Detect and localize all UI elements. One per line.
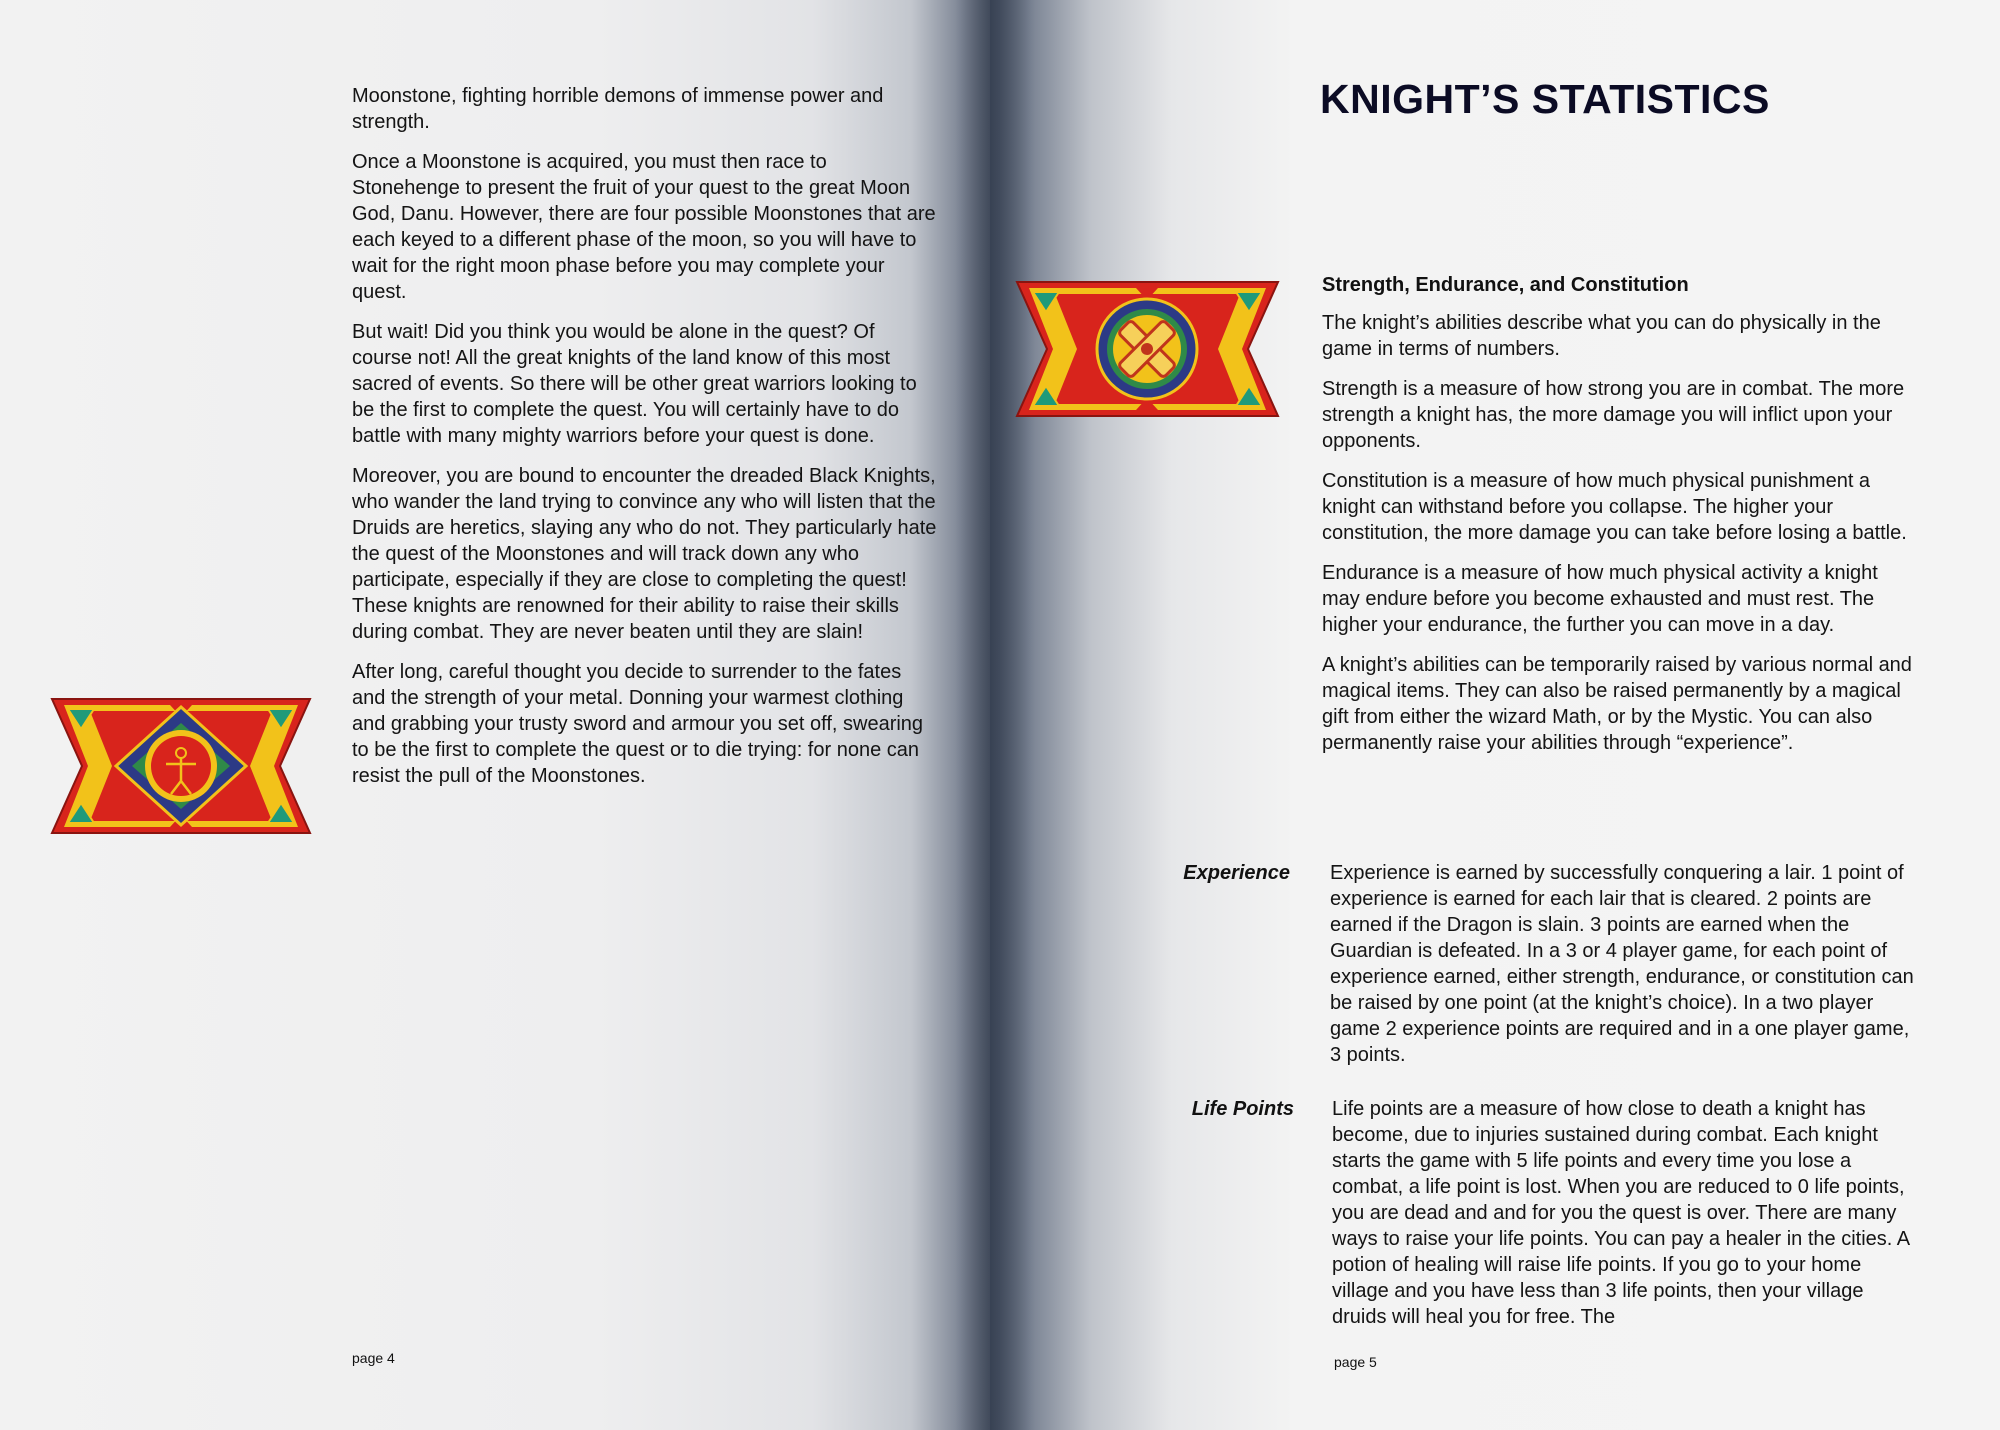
term-text-life-points: Life points are a measure of how close to death a knight has become, due to injuries sustained during combat. Each knight starts the game with 5 life points and every time you lose a combat, a life point is lost. When you are reduced to 0 life points, you are dead and and for you the quest is over. There are many ways to raise your life points. You can pay a healer in the cities. A potion of healing will raise life points. If you go to your home village and you have less than 3 life points, then your village druids will heal you for free. The — [1332, 1098, 1910, 1328]
term-label-life-points: Life Points — [1191, 1098, 1294, 1120]
left-paragraph-2: Once a Moonstone is acquired, you must then race to Stonehenge to present the fruit of your quest to the great Moon God, Danu. However, there are four possible Moonstones that are each keyed to a different phase of the moon, so you will have to wait for the right moon phase before you may complete your quest. — [352, 151, 936, 303]
right-paragraph-2: Strength is a measure of how strong you are in combat. The more strength a knight has, the more damage you will inflict upon your opponents. — [1322, 378, 1905, 452]
page-number-right: page 5 — [1334, 1354, 1377, 1370]
book-gutter — [955, 0, 1035, 1430]
section-subheading: Strength, Endurance, and Constitution — [1322, 274, 1689, 296]
right-paragraph-4: Endurance is a measure of how much physical activity a knight may endure before you become exhausted and must rest. The higher your endurance, the further you can move in a day. — [1322, 562, 1878, 636]
celtic-crossed-scrolls-icon — [1015, 280, 1280, 418]
right-paragraph-1: The knight’s abilities describe what you can do physically in the game in terms of numbers. — [1322, 312, 1881, 360]
term-text-experience: Experience is earned by successfully conquering a lair. 1 point of experience is earned for each lair that is cleared. 2 points are earned if the Dragon is slain. 3 points are earned when the Guardian is defeated. In a 3 or 4 player game, for each point of experience earned, either strength, endurance, or constitution can be raised by one point (at the knight’s choice). In a two player game 2 experience points are required and in a one player game, 3 points. — [1330, 862, 1914, 1066]
right-page-body — [1322, 310, 1914, 770]
page-number-left: page 4 — [352, 1350, 395, 1366]
right-paragraph-5: A knight’s abilities can be temporarily raised by various normal and magical items. They can also be raised permanently by a magical gift from either the wizard Math, or by the Mystic. You can also permanently raise your abilities through “experience”. — [1322, 654, 1912, 754]
left-paragraph-1: Moonstone, fighting horrible demons of immense power and strength. — [352, 85, 884, 133]
term-label-experience: Experience — [1183, 862, 1290, 884]
right-paragraph-3: Constitution is a measure of how much physical punishment a knight can withstand before you collapse. The higher your constitution, the more damage you can take before losing a battle. — [1322, 470, 1907, 544]
left-paragraph-5: After long, careful thought you decide to surrender to the fates and the strength of your metal. Donning your warmest clothing and grabbing your trusty sword and armour you set off, swearing to be the first to complete the quest or to die trying: for none can resist the pull of the Moonstones. — [352, 661, 924, 787]
celtic-vitruvian-figure-icon — [50, 697, 312, 835]
left-paragraph-3: But wait! Did you think you would be alone in the quest? Of course not! All the great knights of the land know of this most sacred of events. So there will be other great warriors looking to be the first to complete the quest. You will certainly have to do battle with many mighty warriors before your quest is done. — [352, 321, 917, 447]
left-paragraph-4: Moreover, you are bound to encounter the dreaded Black Knights, who wander the land trying to convince any who will listen that the Druids are heretics, slaying any who do not. They particularly hate the quest of the Moonstones and will track down any who participate, especially if they are close to completing the quest! These knights are renowned for their ability to raise their skills during combat. They are never beaten until they are slain! — [352, 465, 937, 643]
left-page-body — [352, 83, 937, 803]
page-title: KNIGHT’S STATISTICS — [1320, 76, 1770, 122]
